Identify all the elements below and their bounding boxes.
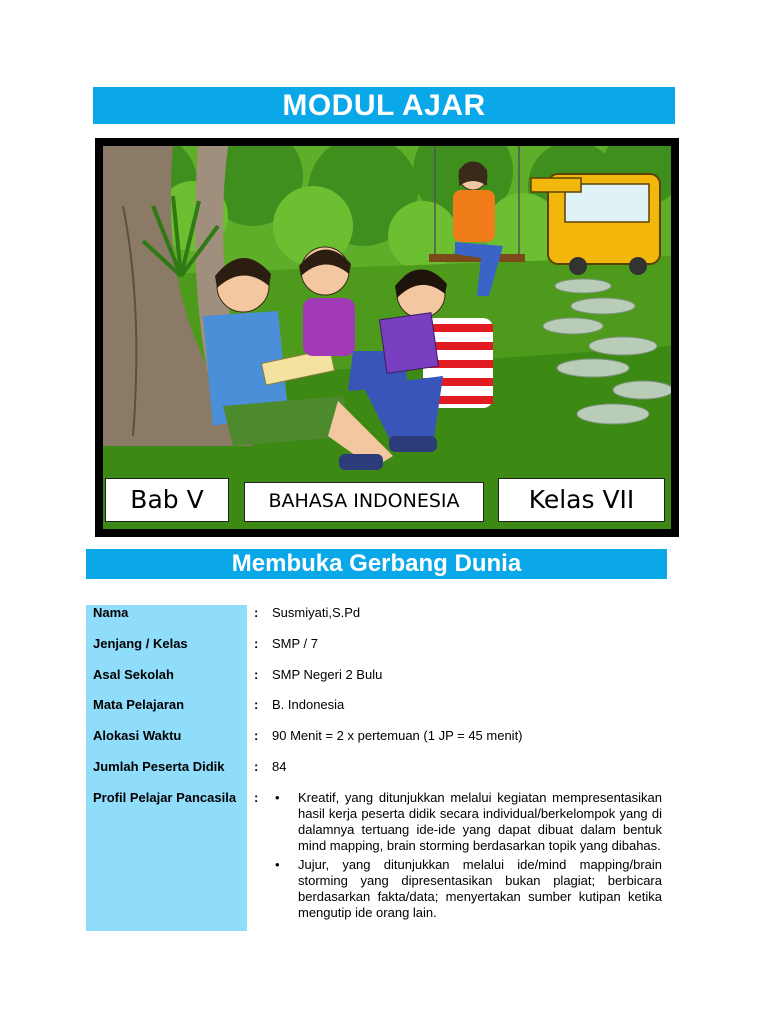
info-label: Mata Pelajaran — [93, 697, 185, 712]
info-colon: : — [254, 790, 259, 805]
info-value: B. Indonesia — [272, 697, 345, 712]
profil-list — [272, 790, 662, 921]
profil-description — [272, 790, 662, 924]
list-item — [272, 857, 662, 921]
page-title: MODUL AJAR — [93, 87, 675, 124]
park-scene-image — [103, 146, 671, 529]
subject-label: BAHASA INDONESIA — [244, 482, 484, 522]
profil-item-text: Jujur, yang ditunjukkan melalui ide/mind mapping/brain storming yang dipresentasikan bukan plagiat; berbicara berdasarkan fakta/data; menyertakan sumber kutipan ketika mengutip ide orang lain. — [298, 857, 662, 920]
bullet-icon: • — [275, 790, 280, 805]
bullet-icon: • — [275, 857, 280, 872]
chapter-label: Bab V — [105, 478, 229, 522]
info-label: Asal Sekolah — [93, 667, 174, 682]
info-colon: : — [254, 667, 259, 682]
list-item — [272, 790, 662, 854]
info-colon: : — [254, 759, 259, 774]
info-label: Jumlah Peserta Didik — [93, 759, 225, 774]
info-label: Jenjang / Kelas — [93, 636, 188, 651]
info-colon: : — [254, 728, 259, 743]
class-label: Kelas VII — [498, 478, 665, 522]
info-label: Profil Pelajar Pancasila — [93, 790, 237, 805]
module-subtitle: Membuka Gerbang Dunia — [86, 549, 667, 579]
info-value: Susmiyati,S.Pd — [272, 605, 361, 620]
info-colon: : — [254, 636, 259, 651]
info-label: Nama — [93, 605, 129, 620]
info-value: SMP Negeri 2 Bulu — [272, 667, 383, 682]
info-label: Alokasi Waktu — [93, 728, 182, 743]
info-colon: : — [254, 605, 259, 620]
profil-item-text: Kreatif, yang ditunjukkan melalui kegiatan mempresentasikan hasil kerja peserta didik secara individual/berkelompok yang di dalamnya tertuang ide-ide yang dapat dibuat dalam bentuk mind mapping, brain storming berdasarkan topik yang dibahas. — [298, 790, 662, 853]
cover-illustration — [95, 138, 679, 537]
info-value: 90 Menit = 2 x pertemuan (1 JP = 45 menit) — [272, 728, 523, 743]
info-value: 84 — [272, 759, 287, 774]
info-value: SMP / 7 — [272, 636, 319, 651]
info-colon: : — [254, 697, 259, 712]
